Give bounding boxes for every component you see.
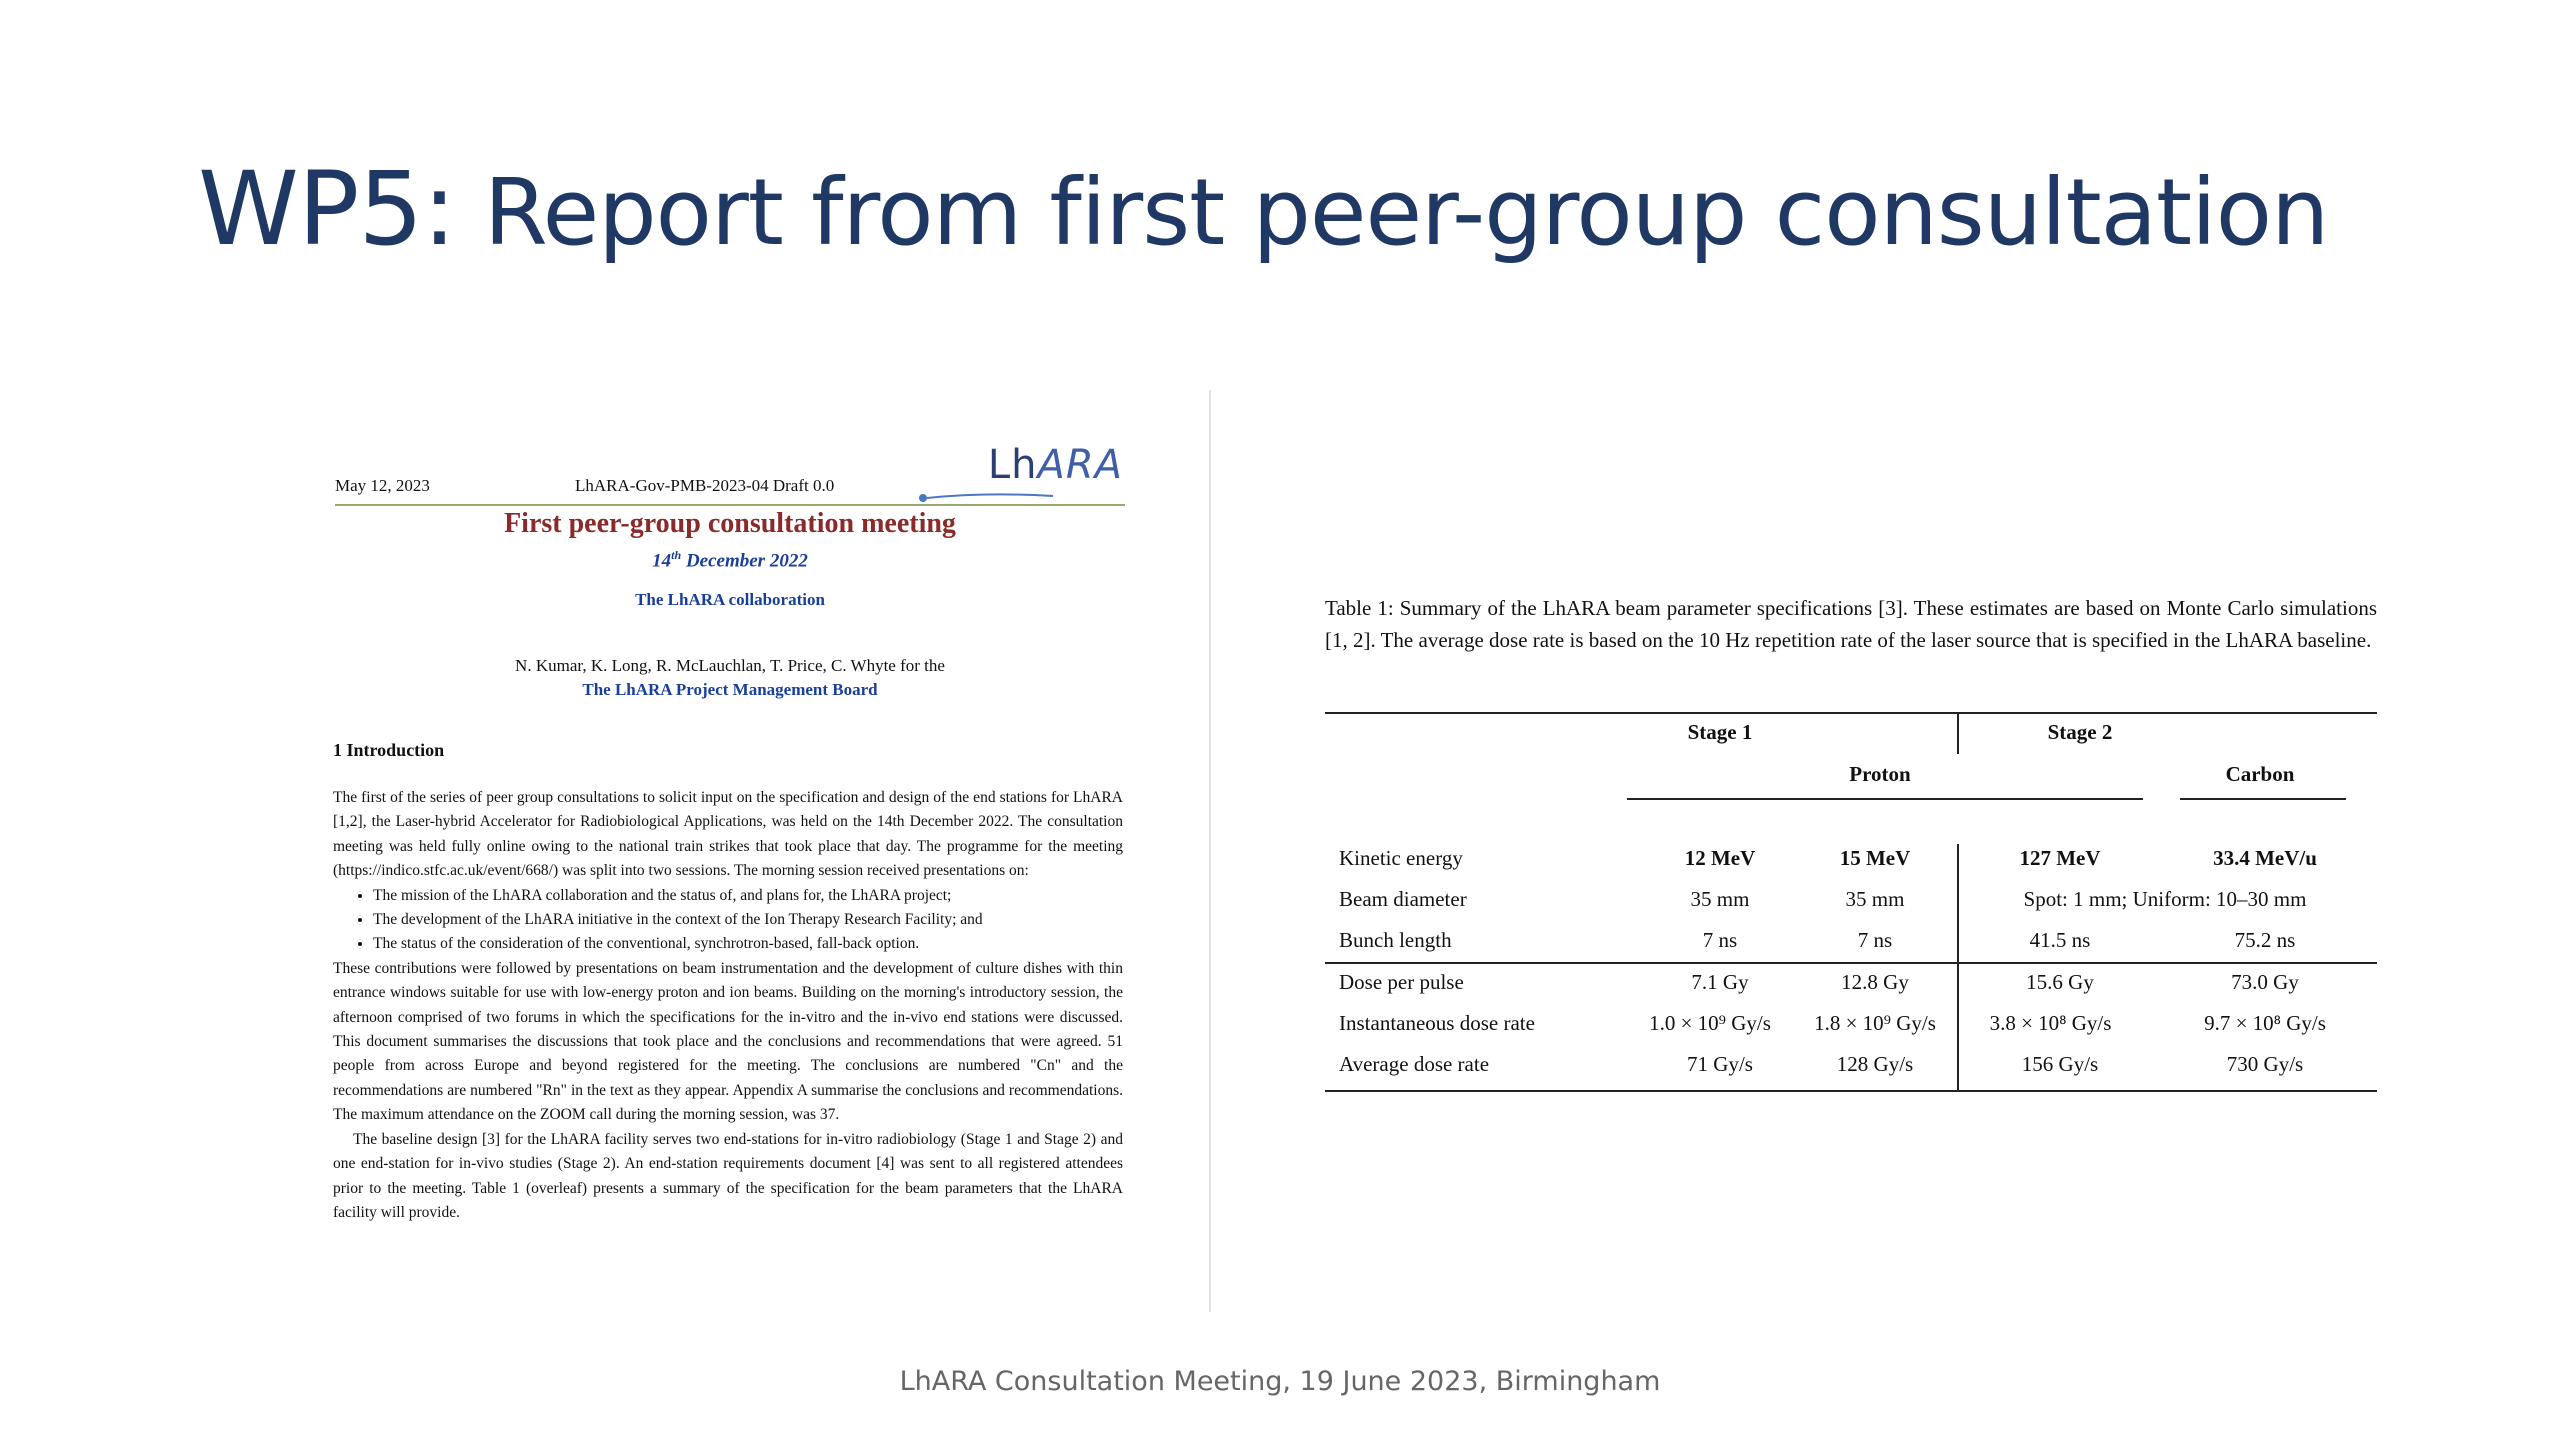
list-item: • The status of the consideration of the conventional, synchrotron-based, fall-back option. bbox=[373, 932, 1123, 956]
slide-footer: LhARA Consultation Meeting, 19 June 2023, Birmingham bbox=[899, 1366, 1661, 1397]
list-item: • The mission of the LhARA collaboration and the status of, and plans for, the LhARA project; bbox=[373, 884, 1123, 908]
header-carbon: Carbon bbox=[2225, 762, 2295, 786]
slide-title bbox=[198, 150, 2328, 269]
slide-title-prefix: WP5: bbox=[198, 150, 456, 269]
table-cell: 35 mm bbox=[1845, 887, 1905, 911]
beam-parameter-table bbox=[1325, 712, 2377, 1092]
document-page bbox=[305, 418, 1125, 1298]
stage-divider-top bbox=[1957, 712, 1959, 754]
table-cell: 33.4 MeV/u bbox=[2213, 846, 2317, 870]
intro-paragraph-3: The baseline design [3] for the LhARA facility serves two end-stations for in-vitro radiobiology (Stage 1 and Stage 2) and one end-station for in-vivo studies (Stage 2). An end-station requirements document [4] was sent to all registered attendees prior to the meeting. Table 1 (overleaf) presents a summary of the specification for the beam parameters that the LhARA facility will provide. bbox=[333, 1130, 1123, 1221]
table-cell: 128 Gy/s bbox=[1836, 1052, 1914, 1076]
table-cell: 73.0 Gy bbox=[2231, 970, 2299, 994]
logo-swoosh-icon bbox=[915, 488, 1055, 504]
bullet-list bbox=[333, 884, 1123, 957]
table-cell: 3.8 × 10⁸ Gy/s bbox=[1989, 1011, 2112, 1035]
table-cell: 1.8 × 10⁹ Gy/s bbox=[1814, 1011, 1936, 1035]
table-cell: 15 MeV bbox=[1839, 846, 1911, 870]
table-top-rule bbox=[1325, 712, 2377, 714]
stage-divider-body bbox=[1957, 844, 1959, 1090]
table-cell: 730 Gy/s bbox=[2226, 1052, 2304, 1076]
column-divider bbox=[1209, 390, 1211, 1312]
row-label: Bunch length bbox=[1339, 928, 1452, 952]
table-cell: 12 MeV bbox=[1684, 846, 1756, 870]
list-item: • The development of the LhARA initiative in the context of the Ion Therapy Research Facility; and bbox=[373, 908, 1123, 932]
carbon-rule bbox=[2180, 798, 2346, 800]
table-bottom-rule bbox=[1325, 1090, 2377, 1092]
slide-title-rest: Report from first peer-group consultation bbox=[455, 159, 2329, 266]
document-board: The LhARA Project Management Board bbox=[582, 680, 878, 699]
header-rule bbox=[335, 504, 1125, 506]
header-stage-2: Stage 2 bbox=[2047, 720, 2113, 744]
intro-paragraph-1: The first of the series of peer group consultations to solicit input on the specification and design of the end stations for LhARA [1,2], the Laser-hybrid Accelerator for Radiobiological Applications, was held on the 14th December 2022. The consultation meeting was held fully online owing to the national train strikes that took place that day. The programme for the meeting (https://indico.stfc.ac.uk/event/668/) was split into two sessions. The morning session received presentations on: bbox=[333, 789, 1123, 880]
intro-paragraph-2: These contributions were followed by presentations on beam instrumentation and the development of culture dishes with thin entrance windows suitable for use with low-energy proton and ion beams. Building on the morning's introductory session, the afternoon comprised of two forums in which the specifications for the in-vitro and the in-vivo end stations were discussed. This document summarises the discussions that took place and the conclusions and recommendations that were agreed. 51 people from across Europe and beyond registered for the meeting. The conclusions are numbered "Cn" and the recommendations are numbered "Rn" in the text as they appear. Appendix A summarise the conclusions and recommendations. The maximum attendance on the ZOOM call during the morning session, was 37. bbox=[333, 959, 1123, 1124]
row-label: Average dose rate bbox=[1339, 1052, 1490, 1076]
table-cell: 156 Gy/s bbox=[2021, 1052, 2099, 1076]
header-stage-1: Stage 1 bbox=[1687, 720, 1753, 744]
table-cell: Spot: 1 mm; Uniform: 10–30 mm bbox=[2023, 887, 2307, 911]
document-title: First peer-group consultation meeting bbox=[504, 508, 956, 539]
document-authors: N. Kumar, K. Long, R. McLauchlan, T. Price, C. Whyte for the bbox=[515, 656, 945, 675]
table-cell: 75.2 ns bbox=[2234, 928, 2296, 952]
table-cell: 12.8 Gy bbox=[1841, 970, 1909, 994]
row-label: Dose per pulse bbox=[1339, 970, 1464, 994]
table-cell: 7 ns bbox=[1857, 928, 1893, 952]
header-date: May 12, 2023 bbox=[335, 476, 430, 495]
section-heading: 1 Introduction bbox=[333, 740, 445, 760]
document-body bbox=[333, 786, 1123, 1225]
table-cell: 35 mm bbox=[1690, 887, 1750, 911]
table-cell: 7 ns bbox=[1702, 928, 1738, 952]
table-cell: 127 MeV bbox=[2019, 846, 2101, 870]
row-label: Instantaneous dose rate bbox=[1339, 1011, 1535, 1035]
proton-rule bbox=[1627, 798, 2143, 800]
header-proton: Proton bbox=[1849, 762, 1911, 786]
row-label: Beam diameter bbox=[1339, 887, 1467, 911]
table-caption: Table 1: Summary of the LhARA beam parameter specifications [3]. These estimates are based on Monte Carlo simulations [1, 2]. The average dose rate is based on the 10 Hz repetition rate of the laser source that is specified in the LhARA baseline. bbox=[1325, 596, 2377, 652]
table-cell: 1.0 × 10⁹ Gy/s bbox=[1649, 1011, 1771, 1035]
table-cell: 15.6 Gy bbox=[2026, 970, 2094, 994]
table-cell: 41.5 ns bbox=[2029, 928, 2091, 952]
document-header bbox=[335, 442, 1125, 506]
document-date: 14th December 2022 bbox=[652, 548, 808, 572]
header-document-id: LhARA-Gov-PMB-2023-04 Draft 0.0 bbox=[575, 476, 835, 495]
table-cell: 71 Gy/s bbox=[1687, 1052, 1753, 1076]
table-cell: 7.1 Gy bbox=[1691, 970, 1749, 994]
row-label: Kinetic energy bbox=[1339, 846, 1463, 870]
table-cell: 9.7 × 10⁸ Gy/s bbox=[2204, 1011, 2326, 1035]
document-collaboration: The LhARA collaboration bbox=[635, 590, 825, 609]
lhara-logo: LhARA bbox=[987, 442, 1123, 488]
table-mid-rule bbox=[1325, 962, 2377, 964]
